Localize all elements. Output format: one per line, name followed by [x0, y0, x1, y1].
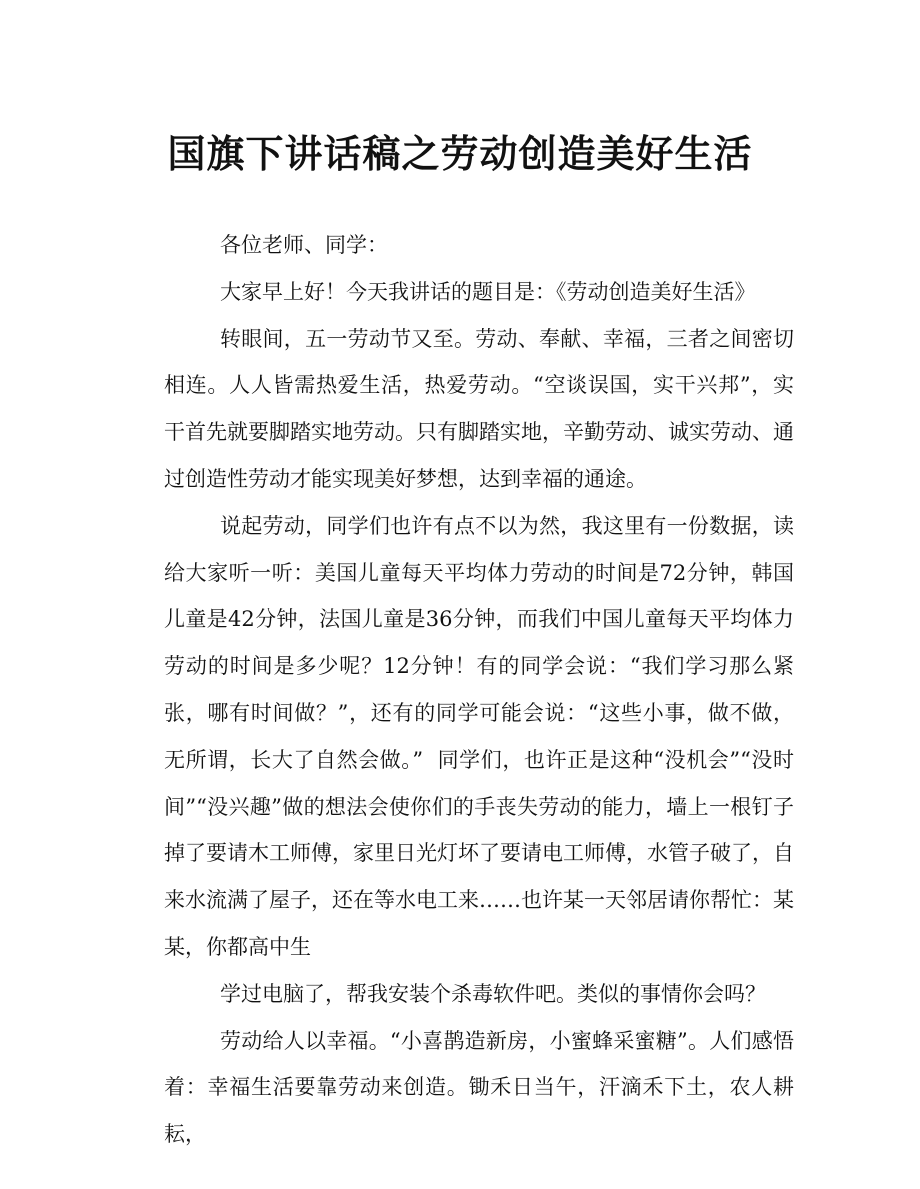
- document-title: 国旗下讲话稿之劳动创造美好生活: [167, 132, 753, 176]
- paragraph-happiness: 劳动给人以幸福。“小喜鹊造新房，小蜜蜂采蜜糖”。人们感悟着：幸福生活要靠劳动来创造。锄禾日当午，汗滴禾下土，农人耕耘，: [164, 1028, 794, 1147]
- paragraph-computer: 学过电脑了，帮我安装个杀毒软件吧。类似的事情你会吗？: [220, 981, 766, 1006]
- paragraph-labor-day: 转眼间，五一劳动节又至。劳动、奉献、幸福，三者之间密切相连。人人皆需热爱生活，热爱劳动。“空谈误国，实干兴邦”，实干首先就要脚踏实地劳动。只有脚踏实地，辛勤劳动、诚实劳动、通过创造性劳动才能实现美好梦想，达到幸福的通途。: [164, 326, 794, 491]
- paragraph-greeting: 各位老师、同学：: [220, 233, 388, 257]
- paragraph-opening: 大家早上好！今天我讲话的题目是：《劳动创造美好生活》: [220, 279, 756, 304]
- paragraph-statistics: 说起劳动，同学们也许有点不以为然，我这里有一份数据，读给大家听一听：美国儿童每天平均体力劳动的时间是72分钟，韩国儿童是42分钟，法国儿童是36分钟，而我们中国儿童每天平均体力劳动的时间是多少呢？12分钟！有的同学会说：“我们学习那么紧张，哪有时间做？”，还有的同学可能会说：“这些小事，做不做，无所谓，长大了自然会做。” 同学们，也许正是这种“没机会”“没时间”“没兴趣”做的想法会使你们的手丧失劳动的能力，墙上一根钉子掉了要请木工师傅，家里日光灯坏了要请电工师傅，水管子破了，自来水流满了屋子，还在等水电工来……也许某一天邻居请你帮忙：某某，你都高中生: [164, 513, 794, 959]
- document-body: [164, 222, 794, 1158]
